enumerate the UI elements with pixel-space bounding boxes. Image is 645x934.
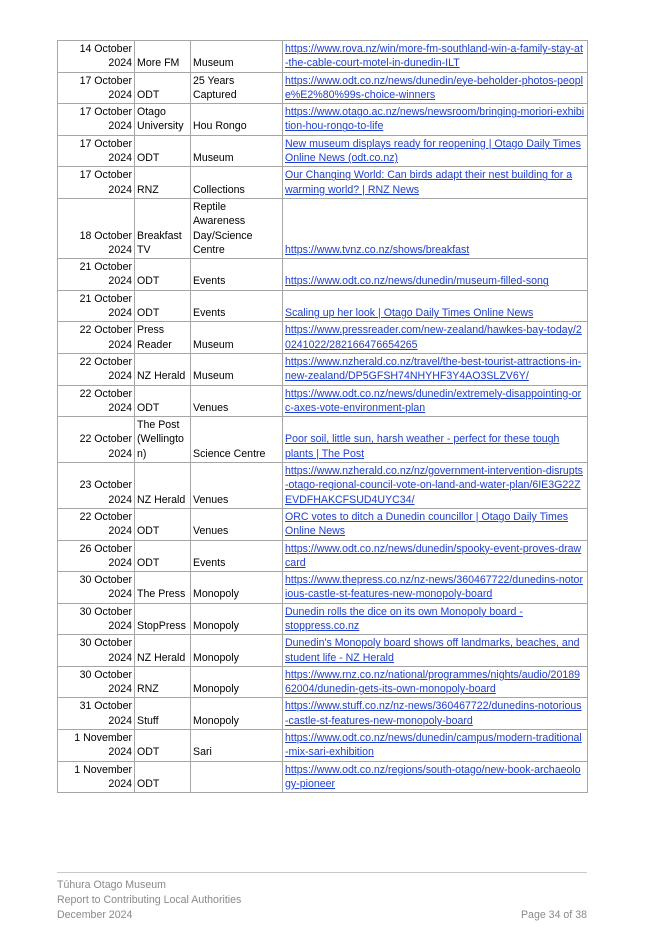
- date-day: 26 October: [79, 542, 132, 555]
- outlet-cell: Breakfast TV: [135, 198, 191, 258]
- date-year: 2024: [108, 307, 132, 320]
- table-row: [58, 322, 588, 354]
- link-cell: [283, 353, 588, 385]
- outlet-cell: Stuff: [135, 698, 191, 730]
- date-cell: [58, 167, 135, 199]
- table-row: [58, 41, 588, 73]
- date-day: 17 October: [79, 137, 132, 150]
- outlet-cell: ODT: [135, 259, 191, 291]
- date-cell: [58, 508, 135, 540]
- topic-cell: Venues: [191, 508, 283, 540]
- outlet-cell: ODT: [135, 540, 191, 572]
- table-row: [58, 104, 588, 136]
- topic-cell: Monopoly: [191, 572, 283, 604]
- date-year: 2024: [108, 714, 132, 727]
- outlet-cell: StopPress: [135, 603, 191, 635]
- table-row: [58, 698, 588, 730]
- topic-cell: Venues: [191, 385, 283, 417]
- date-cell: [58, 463, 135, 509]
- date-year: 2024: [108, 525, 132, 538]
- topic-cell: Collections: [191, 167, 283, 199]
- outlet-cell: ODT: [135, 72, 191, 104]
- topic-cell: 25 Years Captured: [191, 72, 283, 104]
- link-cell: [283, 259, 588, 291]
- date-day: 18 October: [79, 229, 132, 242]
- table-row: [58, 290, 588, 322]
- date-day: 1 November: [74, 732, 132, 745]
- topic-cell: Events: [191, 259, 283, 291]
- date-day: 23 October: [79, 479, 132, 492]
- media-coverage-table-wrapper: [57, 40, 587, 793]
- topic-cell: Museum: [191, 135, 283, 167]
- date-year: 2024: [108, 152, 132, 165]
- table-row: [58, 635, 588, 667]
- article-link[interactable]: Dunedin's Monopoly board shows off landmarks, beaches, and student life - NZ Herald: [285, 637, 580, 664]
- footer-date: December 2024: [57, 909, 133, 921]
- table-row: [58, 72, 588, 104]
- topic-cell: Science Centre: [191, 417, 283, 463]
- link-cell: [283, 417, 588, 463]
- article-link[interactable]: Poor soil, little sun, harsh weather - perfect for these tough plants | The Post: [285, 433, 560, 460]
- date-cell: [58, 635, 135, 667]
- outlet-cell: Otago University: [135, 104, 191, 136]
- outlet-cell: NZ Herald: [135, 635, 191, 667]
- date-cell: [58, 104, 135, 136]
- table-row: [58, 572, 588, 604]
- article-link[interactable]: Scaling up her look | Otago Daily Times Online News: [285, 307, 534, 320]
- link-cell: [283, 290, 588, 322]
- link-cell: [283, 167, 588, 199]
- date-cell: [58, 41, 135, 73]
- link-cell: [283, 72, 588, 104]
- table-row: [58, 603, 588, 635]
- outlet-cell: More FM: [135, 41, 191, 73]
- article-link[interactable]: Our Changing World: Can birds adapt their nest building for a warming world? | RNZ News: [285, 169, 573, 196]
- footer-organisation: Tūhura Otago Museum: [57, 879, 166, 891]
- date-year: 2024: [108, 57, 132, 70]
- outlet-cell: ODT: [135, 761, 191, 793]
- topic-cell: Museum: [191, 322, 283, 354]
- outlet-cell: NZ Herald: [135, 353, 191, 385]
- table-row: [58, 259, 588, 291]
- media-coverage-table: [57, 40, 588, 793]
- link-cell: [283, 135, 588, 167]
- date-day: 14 October: [79, 43, 132, 55]
- footer-page-number: [521, 908, 587, 923]
- date-year: 2024: [108, 120, 132, 133]
- table-row: [58, 666, 588, 698]
- table-row: [58, 463, 588, 509]
- link-cell: [283, 322, 588, 354]
- date-cell: [58, 730, 135, 762]
- article-link[interactable]: https://www.nzherald.co.nz/travel/the-best-tourist-attractions-in-new-zealand/DP5GFSH74NHYHF3Y4AO3SLZV6Y/: [285, 355, 582, 383]
- date-cell: [58, 322, 135, 354]
- date-cell: [58, 698, 135, 730]
- date-day: 17 October: [79, 169, 132, 182]
- date-day: 22 October: [79, 510, 132, 523]
- link-cell: [283, 698, 588, 730]
- topic-cell: Museum: [191, 353, 283, 385]
- article-link[interactable]: https://www.otago.ac.nz/news/newsroom/bringing-moriori-exhibition-hou-rongo-to-life: [285, 106, 585, 133]
- date-day: 1 November: [74, 763, 132, 776]
- article-link[interactable]: https://www.pressreader.com/new-zealand/hawkes-bay-today/20241022/282166476654265: [285, 324, 582, 351]
- outlet-cell: The Press: [135, 572, 191, 604]
- topic-cell: Hou Rongo: [191, 104, 283, 136]
- link-cell: [283, 540, 588, 572]
- date-day: 22 October: [79, 324, 132, 337]
- date-cell: [58, 417, 135, 463]
- date-cell: [58, 540, 135, 572]
- outlet-cell: Press Reader: [135, 322, 191, 354]
- article-link[interactable]: https://www.odt.co.nz/news/dunedin/museum-filled-song: [285, 275, 549, 288]
- date-year: 2024: [108, 651, 132, 664]
- date-cell: [58, 135, 135, 167]
- link-cell: [283, 603, 588, 635]
- date-year: 2024: [108, 588, 132, 601]
- footer-page-of: of: [560, 909, 576, 921]
- article-link[interactable]: https://www.odt.co.nz/news/dunedin/campus/modern-traditional-mix-sari-exhibition: [285, 732, 582, 759]
- date-year: 2024: [108, 370, 132, 383]
- outlet-cell: ODT: [135, 290, 191, 322]
- date-day: 30 October: [79, 605, 132, 618]
- topic-cell: [191, 761, 283, 793]
- outlet-cell: ODT: [135, 385, 191, 417]
- date-day: 22 October: [79, 355, 132, 368]
- link-cell: [283, 41, 588, 73]
- article-link[interactable]: ORC votes to ditch a Dunedin councillor | Otago Daily Times Online News: [285, 510, 569, 538]
- date-year: 2024: [108, 493, 132, 506]
- table-row: [58, 167, 588, 199]
- table-row: [58, 353, 588, 385]
- table-row: [58, 730, 588, 762]
- date-cell: [58, 761, 135, 793]
- table-row: [58, 385, 588, 417]
- outlet-cell: ODT: [135, 135, 191, 167]
- link-cell: [283, 572, 588, 604]
- date-year: 2024: [108, 556, 132, 569]
- date-year: 2024: [108, 777, 132, 790]
- date-cell: [58, 198, 135, 258]
- outlet-cell: ODT: [135, 508, 191, 540]
- footer-page-prefix: Page: [520, 909, 549, 921]
- footer-report-title: Report to Contributing Local Authorities: [57, 894, 242, 906]
- date-day: 30 October: [79, 574, 132, 587]
- date-day: 22 October: [79, 433, 132, 446]
- date-year: 2024: [108, 746, 132, 759]
- article-link[interactable]: https://www.odt.co.nz/news/dunedin/extremely-disappointing-orc-axes-vote-environment-plan: [285, 387, 582, 414]
- link-cell: [283, 635, 588, 667]
- link-cell: [283, 508, 588, 540]
- topic-cell: Monopoly: [191, 666, 283, 698]
- date-year: 2024: [108, 619, 132, 632]
- article-link[interactable]: https://www.stuff.co.nz/nz-news/360467722/dunedins-notorious-castle-st-features-new-monopoly-board: [285, 700, 582, 727]
- article-link[interactable]: https://www.thepress.co.nz/nz-news/360467722/dunedins-notorious-castle-st-features-new-monopoly-board: [285, 574, 583, 601]
- topic-cell: Monopoly: [191, 603, 283, 635]
- date-cell: [58, 385, 135, 417]
- media-coverage-table-body: [58, 41, 588, 793]
- date-year: 2024: [108, 401, 132, 414]
- link-cell: [283, 463, 588, 509]
- topic-cell: Reptile Awareness Day/Science Centre: [191, 198, 283, 258]
- table-row: [58, 198, 588, 258]
- date-day: 17 October: [79, 106, 132, 119]
- topic-cell: Monopoly: [191, 635, 283, 667]
- date-year: 2024: [108, 338, 132, 351]
- article-link[interactable]: https://www.nzherald.co.nz/nz/government-intervention-disrupts-otago-regional-council-vote-on-land-and-water-plan/6IE3G22ZEVDFHAKCFSUD4UYC34/: [285, 465, 583, 506]
- date-day: 30 October: [79, 637, 132, 650]
- date-year: 2024: [108, 275, 132, 288]
- footer-page-total: 38: [575, 909, 587, 921]
- date-cell: [58, 603, 135, 635]
- topic-cell: Museum: [191, 41, 283, 73]
- link-cell: [283, 104, 588, 136]
- date-cell: [58, 353, 135, 385]
- topic-cell: Events: [191, 540, 283, 572]
- article-link[interactable]: https://www.rnz.co.nz/national/programmes/nights/audio/2018962004/dunedin-gets-its-own-monopoly-board: [285, 668, 581, 696]
- topic-cell: Sari: [191, 730, 283, 762]
- date-day: 21 October: [79, 261, 132, 274]
- date-cell: [58, 259, 135, 291]
- table-row: [58, 135, 588, 167]
- table-row: [58, 761, 588, 793]
- page-footer: [57, 872, 587, 923]
- date-cell: [58, 572, 135, 604]
- date-day: 22 October: [79, 387, 132, 400]
- date-cell: [58, 666, 135, 698]
- date-cell: [58, 72, 135, 104]
- date-year: 2024: [108, 683, 132, 696]
- outlet-cell: ODT: [135, 730, 191, 762]
- article-link[interactable]: https://www.odt.co.nz/regions/south-otago/new-book-archaeology-pioneer: [285, 763, 581, 790]
- outlet-cell: RNZ: [135, 666, 191, 698]
- outlet-cell: RNZ: [135, 167, 191, 199]
- article-link[interactable]: Dunedin rolls the dice on its own Monopoly board - stoppress.co.nz: [285, 605, 523, 632]
- date-year: 2024: [108, 88, 132, 101]
- article-link[interactable]: https://www.odt.co.nz/news/dunedin/spooky-event-proves-drawcard: [285, 542, 582, 569]
- link-cell: [283, 666, 588, 698]
- topic-cell: Venues: [191, 463, 283, 509]
- date-day: 21 October: [79, 292, 132, 305]
- article-link[interactable]: https://www.rova.nz/win/more-fm-southland-win-a-family-stay-at-the-cable-court-motel-in-dunedin-ILT: [285, 43, 583, 70]
- article-link[interactable]: https://www.odt.co.nz/news/dunedin/eye-beholder-photos-people%E2%80%99s-choice-winners: [285, 74, 583, 101]
- date-day: 31 October: [79, 700, 132, 713]
- date-day: 17 October: [79, 74, 132, 87]
- table-row: [58, 417, 588, 463]
- article-link[interactable]: https://www.tvnz.co.nz/shows/breakfast: [285, 243, 470, 256]
- footer-page-current: 34: [548, 909, 561, 921]
- date-day: 30 October: [79, 668, 132, 681]
- table-row: [58, 540, 588, 572]
- outlet-cell: The Post (Wellington): [135, 417, 191, 463]
- link-cell: [283, 730, 588, 762]
- date-year: 2024: [108, 183, 132, 196]
- topic-cell: Monopoly: [191, 698, 283, 730]
- link-cell: [283, 761, 588, 793]
- date-year: 2024: [108, 447, 132, 460]
- date-year: 2024: [108, 243, 132, 256]
- article-link[interactable]: New museum displays ready for reopening | Otago Daily Times Online News (odt.co.nz): [285, 137, 581, 165]
- link-cell: [283, 385, 588, 417]
- table-row: [58, 508, 588, 540]
- outlet-cell: NZ Herald: [135, 463, 191, 509]
- date-cell: [58, 290, 135, 322]
- link-cell: [283, 198, 588, 258]
- topic-cell: Events: [191, 290, 283, 322]
